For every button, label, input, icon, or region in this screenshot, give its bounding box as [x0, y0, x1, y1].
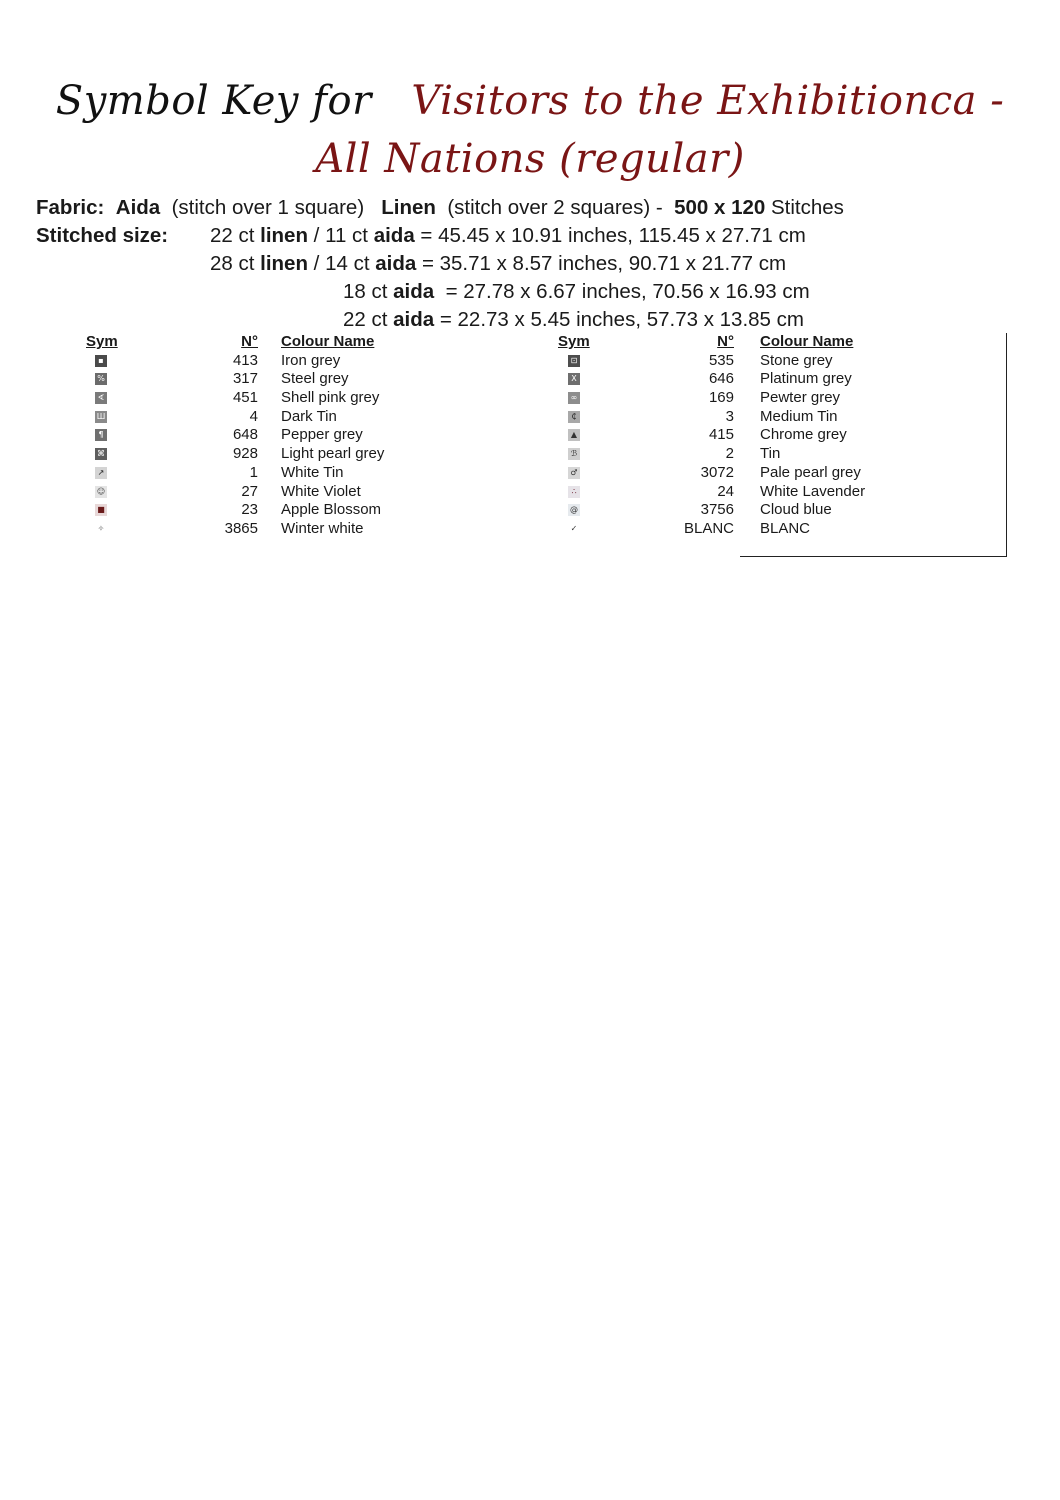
size-fabric: aida — [393, 280, 435, 303]
symbol-icon: ▪ — [95, 355, 107, 367]
fabric-label: Fabric: — [36, 196, 105, 219]
floss-number: 3072 — [700, 463, 734, 481]
size-count: 22 ct — [210, 224, 261, 247]
table-row — [0, 445, 1040, 464]
floss-number: 451 — [232, 389, 258, 407]
floss-number: 3756 — [700, 501, 734, 519]
table-row — [0, 426, 1040, 445]
colour-name: White Lavender — [760, 482, 866, 500]
header-sym: Sym — [86, 333, 118, 350]
floss-number: 415 — [708, 426, 734, 444]
floss-number: 2 — [725, 445, 734, 463]
page-title — [40, 72, 1020, 188]
symbol-icon: ■ — [95, 504, 107, 516]
size-fabric: aida — [373, 224, 415, 247]
size-count: 28 ct — [210, 252, 261, 275]
size-fabric: aida — [375, 252, 417, 275]
table-border-bottom — [740, 556, 1007, 557]
floss-number: 413 — [232, 351, 258, 369]
fabric-dims-unit: Stitches — [770, 196, 844, 219]
symbol-icon: ℬ — [568, 448, 580, 460]
stitched-size-line-2 — [210, 250, 786, 278]
colour-name: Apple Blossom — [281, 501, 382, 519]
symbol-key-right — [0, 333, 1040, 539]
colour-name: White Violet — [281, 482, 361, 500]
size-fabric: linen — [260, 252, 308, 275]
symbol-icon: ✧ — [95, 523, 107, 535]
floss-number: 317 — [232, 370, 258, 388]
colour-name: Cloud blue — [760, 501, 832, 519]
table-row — [0, 483, 1040, 502]
table-row — [0, 389, 1040, 408]
colour-name: Shell pink grey — [281, 389, 380, 407]
size-value: = 27.78 x 6.67 inches, 70.56 x 16.93 cm — [434, 280, 810, 303]
size-value: = 35.71 x 8.57 inches, 90.71 x 21.77 cm — [416, 252, 787, 275]
symbol-icon: ∴ — [568, 486, 580, 498]
table-header — [0, 333, 1040, 352]
floss-number: 169 — [708, 389, 734, 407]
header-colour-name: Colour Name — [760, 333, 854, 350]
fabric-aida-note: (stitch over 1 square) — [171, 196, 365, 219]
colour-name: Chrome grey — [760, 426, 847, 444]
symbol-icon: X — [568, 373, 580, 385]
colour-name: Stone grey — [760, 351, 833, 369]
symbol-icon: ☺ — [96, 486, 106, 496]
floss-number: 23 — [241, 501, 258, 519]
stitched-size-line-3 — [343, 278, 810, 306]
size-count: 22 ct — [343, 308, 394, 331]
stitched-size-line-1 — [210, 222, 806, 250]
header-num: N° — [717, 333, 734, 350]
size-fabric: linen — [260, 224, 308, 247]
floss-number: BLANC — [683, 519, 734, 537]
size-fabric: aida — [393, 308, 435, 331]
stitched-size-label: Stitched size: — [36, 224, 169, 247]
floss-number: 3865 — [224, 519, 258, 537]
stitched-size-label-line — [36, 222, 168, 250]
size-count: / 14 ct — [307, 252, 376, 275]
fabric-line — [36, 194, 844, 222]
fabric-linen: Linen — [381, 196, 436, 219]
colour-name: Platinum grey — [760, 370, 852, 388]
colour-name: Medium Tin — [760, 407, 838, 425]
table-row — [0, 352, 1040, 371]
floss-number: 3 — [725, 407, 734, 425]
symbol-icon: ₵ — [568, 411, 580, 423]
symbol-icon: ∞ — [568, 392, 580, 404]
floss-number: 535 — [708, 351, 734, 369]
symbol-icon: ▲ — [568, 429, 580, 441]
table-row — [0, 370, 1040, 389]
floss-number: 4 — [249, 407, 258, 425]
colour-name: Tin — [760, 445, 781, 463]
floss-number: 24 — [717, 482, 734, 500]
fabric-aida: Aida — [115, 196, 161, 219]
title-prefix: Symbol Key for — [55, 78, 372, 124]
symbol-icon: ∢ — [95, 392, 107, 404]
colour-name: Winter white — [281, 519, 364, 537]
header-sym: Sym — [558, 333, 590, 350]
floss-number: 646 — [708, 370, 734, 388]
symbol-icon: ⊡ — [568, 355, 580, 367]
size-count: / 11 ct — [307, 224, 374, 247]
table-row — [0, 501, 1040, 520]
size-value: = 45.45 x 10.91 inches, 115.45 x 27.71 cm — [414, 224, 806, 247]
floss-number: 1 — [249, 463, 258, 481]
symbol-icon: ¶ — [95, 429, 107, 441]
colour-name: Light pearl grey — [281, 445, 385, 463]
title-main: Visitors to the Exhibitionca - All Nations (regular) — [315, 78, 1005, 182]
table-row — [0, 408, 1040, 427]
floss-number: 648 — [232, 426, 258, 444]
symbol-icon: ↗ — [95, 467, 107, 479]
table-border-right — [1006, 333, 1007, 557]
colour-name: White Tin — [281, 463, 344, 481]
symbol-icon: @ — [570, 505, 578, 515]
colour-name: Steel grey — [281, 370, 349, 388]
colour-name: Iron grey — [281, 351, 341, 369]
colour-name: Pale pearl grey — [760, 463, 861, 481]
colour-name: Pepper grey — [281, 426, 363, 444]
floss-number: 928 — [232, 445, 258, 463]
symbol-icon: ♂ — [568, 467, 580, 479]
size-value: = 22.73 x 5.45 inches, 57.73 x 13.85 cm — [434, 308, 804, 331]
colour-name: Pewter grey — [760, 389, 841, 407]
fabric-linen-note: (stitch over 2 squares) - — [447, 196, 663, 219]
header-num: N° — [241, 333, 258, 350]
colour-name: BLANC — [760, 519, 811, 537]
symbol-icon: Ш — [96, 411, 106, 421]
header-colour-name: Colour Name — [281, 333, 375, 350]
floss-number: 27 — [241, 482, 258, 500]
symbol-icon: ✓ — [568, 523, 580, 535]
stitched-size-line-4 — [343, 306, 804, 334]
fabric-dims: 500 x 120 — [674, 196, 766, 219]
table-row — [0, 464, 1040, 483]
table-row — [0, 520, 1040, 539]
symbol-icon: ⌘ — [97, 449, 105, 459]
colour-name: Dark Tin — [281, 407, 337, 425]
symbol-icon: % — [95, 373, 107, 385]
size-count: 18 ct — [343, 280, 394, 303]
